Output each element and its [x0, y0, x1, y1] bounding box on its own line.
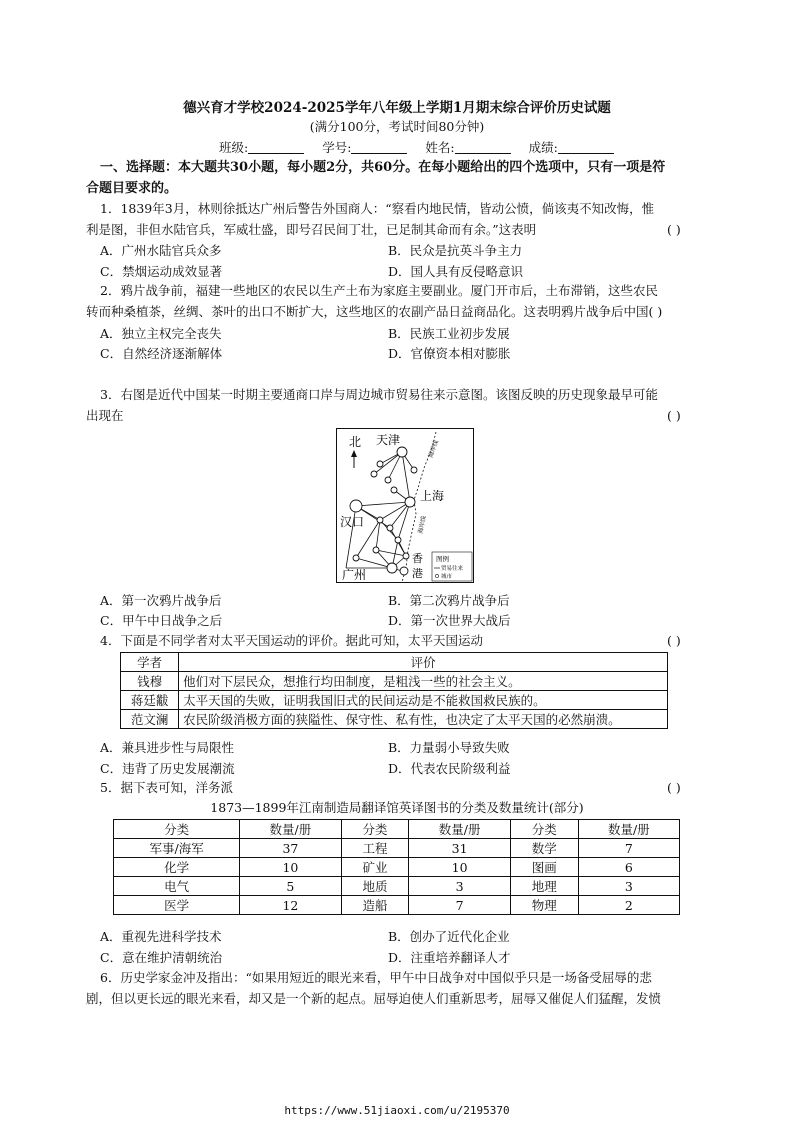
q2-line1: 2．鸦片战争前，福建一些地区的农民以生产土布为家庭主要副业。厦门开市后，土布滞销，这些农民 — [100, 283, 658, 298]
coastline-label-1: 海岸线 — [427, 439, 441, 459]
q3-answer-paren[interactable]: ( ) — [667, 408, 681, 423]
table-header-cell: 数量/册 — [578, 820, 679, 839]
name-label: 姓名: — [425, 140, 455, 155]
q2-option-b[interactable]: B．民族工业初步发展 — [388, 326, 510, 341]
table-cell: 他们对下层民众，想推行均田制度，是粗浅一些的社会主义。 — [179, 672, 668, 691]
section-heading-line1: 一、选择题：本大题共30小题，每小题2分，共60分。在每小题给出的四个选项中，只有一项是符 — [100, 160, 666, 175]
table-cell: 5 — [240, 877, 341, 896]
table-header-cell: 数量/册 — [409, 820, 510, 839]
legend-city-icon — [435, 574, 438, 577]
q1-option-c[interactable]: C．禁烟运动成效显著 — [100, 264, 223, 279]
table-row — [114, 839, 680, 858]
q5-translation-table — [113, 819, 680, 915]
q1-answer-paren[interactable]: ( ) — [667, 222, 681, 237]
student-info-fields — [219, 138, 628, 156]
q6-line1: 6．历史学家金冲及指出：“如果用短近的眼光来看，甲午中日战争对中国似乎只是一场备受屈辱的悲 — [100, 970, 652, 985]
q4-option-d[interactable]: D．代表农民阶级利益 — [388, 761, 511, 776]
table-cell: 10 — [240, 858, 341, 877]
table-row — [121, 672, 668, 691]
score-blank[interactable] — [558, 141, 614, 154]
table-header-row — [121, 653, 668, 672]
legend-title: 图例 — [436, 555, 449, 563]
q5-option-a[interactable]: A．重视先进科学技术 — [100, 929, 222, 944]
number-blank[interactable] — [351, 141, 407, 154]
legend-route-label: 贸易往来 — [441, 566, 464, 572]
table-cell: 7 — [409, 896, 510, 915]
table-cell: 37 — [240, 839, 341, 858]
q4-option-a[interactable]: A．兼具进步性与局限性 — [100, 740, 235, 755]
q4-evaluation-table — [120, 652, 668, 729]
q1-option-a[interactable]: A．广州水陆官兵众多 — [100, 243, 222, 258]
q4-option-b[interactable]: B．力量弱小导致失败 — [388, 740, 510, 755]
table-cell: 蒋廷黻 — [121, 691, 179, 710]
table-cell: 军事/海军 — [114, 839, 240, 858]
q1-option-d[interactable]: D．国人具有反侵略意识 — [388, 264, 524, 279]
table-cell: 医学 — [114, 896, 240, 915]
score-label: 成绩: — [528, 140, 558, 155]
q1-line1: 1．1839年3月，林则徐抵达广州后警告外国商人：“察看内地民情，皆动公愤，倘该夷不知改悔，惟 — [100, 201, 655, 216]
table-header-cell: 分类 — [510, 820, 578, 839]
table-cell: 3 — [409, 877, 510, 896]
table-cell: 2 — [578, 896, 679, 915]
tianjin-label: 天津 — [376, 433, 401, 447]
name-blank[interactable] — [455, 141, 511, 154]
q2-option-d[interactable]: D．官僚资本相对膨胀 — [388, 346, 511, 361]
class-label: 班级: — [219, 140, 249, 155]
q1-option-b[interactable]: B．民众是抗英斗争主力 — [388, 243, 523, 258]
q5-answer-paren[interactable]: ( ) — [667, 780, 681, 795]
table-row — [121, 691, 668, 710]
xianggang-label-1: 香 — [412, 552, 423, 565]
xianggang-label-2: 港 — [412, 567, 423, 580]
table-header-cell: 学者 — [121, 653, 179, 672]
table-row — [114, 896, 680, 915]
table-cell: 10 — [409, 858, 510, 877]
q3-line1: 3．右图是近代中国某一时期主要通商口岸与周边城市贸易往来示意图。该图反映的历史现象最早可能 — [100, 387, 658, 402]
table-cell: 数学 — [510, 839, 578, 858]
section-heading-line2: 合题目要求的。 — [86, 181, 178, 196]
table-header-cell: 数量/册 — [240, 820, 341, 839]
table-header-cell: 分类 — [341, 820, 409, 839]
table-cell: 工程 — [341, 839, 409, 858]
table-cell: 钱穆 — [121, 672, 179, 691]
q5-table-title: 1873—1899年江南制造局翻译馆英译图书的分类及数量统计(部分) — [210, 800, 584, 815]
guangzhou-label: 广州 — [342, 568, 367, 582]
table-row — [114, 877, 680, 896]
table-header-cell: 评价 — [179, 653, 668, 672]
table-cell: 6 — [578, 858, 679, 877]
footer-url[interactable]: https://www.51jiaoxi.com/u/2195370 — [284, 1104, 510, 1117]
table-row — [121, 710, 668, 729]
q4-answer-paren[interactable]: ( ) — [667, 633, 681, 648]
q5-option-c[interactable]: C．意在维护清朝统治 — [100, 950, 223, 965]
table-cell: 造船 — [341, 896, 409, 915]
q3-option-a[interactable]: A．第一次鸦片战争后 — [100, 593, 222, 608]
table-header-row — [114, 820, 680, 839]
table-cell: 12 — [240, 896, 341, 915]
q6-line2: 剧，但以更长远的眼光来看，却又是一个新的起点。屈辱迫使人们重新思考，屈辱又催促人们猛醒，发愤 — [86, 991, 662, 1006]
q3-option-b[interactable]: B．第二次鸦片战争后 — [388, 593, 510, 608]
table-cell: 图画 — [510, 858, 578, 877]
table-row — [114, 858, 680, 877]
table-cell: 7 — [578, 839, 679, 858]
hankou-label: 汉口 — [340, 515, 365, 529]
table-cell: 范文澜 — [121, 710, 179, 729]
table-cell: 农民阶级消极方面的狭隘性、保守性、私有性，也决定了太平天国的必然崩溃。 — [179, 710, 668, 729]
q3-option-c[interactable]: C．甲午中日战争之后 — [100, 613, 223, 628]
q2-line2: 转而种桑植茶，丝绸、茶叶的出口不断扩大，这些地区的农副产品日益商品化。这表明鸦片战争后中国( ) — [86, 304, 663, 319]
q2-option-a[interactable]: A．独立主权完全丧失 — [100, 326, 222, 341]
table-cell: 物理 — [510, 896, 578, 915]
table-cell: 化学 — [114, 858, 240, 877]
exam-subtitle: (满分100分，考试时间80分钟) — [309, 119, 485, 134]
q2-option-c[interactable]: C．自然经济逐渐解体 — [100, 346, 223, 361]
class-blank[interactable] — [248, 141, 304, 154]
q1-line2: 利是图，非但水陆官兵，军威壮盛，即号召民间丁壮，已足制其命而有余。”这表明 — [86, 222, 537, 237]
north-label: 北 — [349, 435, 362, 449]
table-cell: 太平天国的失败，证明我国旧式的民间运动是不能救国救民族的。 — [179, 691, 668, 710]
q4-stem: 4．下面是不同学者对太平天国运动的评价。据此可知，太平天国运动 — [100, 633, 483, 648]
table-cell: 矿业 — [341, 858, 409, 877]
q3-option-d[interactable]: D．第一次世界大战后 — [388, 613, 511, 628]
q3-line2: 出现在 — [86, 408, 124, 423]
legend-city-label: 城市 — [441, 574, 453, 580]
q5-stem: 5．据下表可知，洋务派 — [100, 780, 233, 795]
trade-route-map — [336, 428, 474, 583]
q4-option-c[interactable]: C．违背了历史发展潮流 — [100, 761, 235, 776]
table-cell: 地质 — [341, 877, 409, 896]
q5-option-d[interactable]: D．注重培养翻译人才 — [388, 950, 511, 965]
coastline-label-2: 海岸线 — [417, 515, 428, 535]
q5-option-b[interactable]: B．创办了近代化企业 — [388, 929, 510, 944]
exam-title: 德兴育才学校2024-2025学年八年级上学期1月期末综合评价历史试题 — [183, 100, 611, 116]
shanghai-label: 上海 — [420, 489, 445, 503]
number-label: 学号: — [322, 140, 352, 155]
table-cell: 31 — [409, 839, 510, 858]
table-header-cell: 分类 — [114, 820, 240, 839]
table-cell: 3 — [578, 877, 679, 896]
table-cell: 电气 — [114, 877, 240, 896]
table-cell: 地理 — [510, 877, 578, 896]
